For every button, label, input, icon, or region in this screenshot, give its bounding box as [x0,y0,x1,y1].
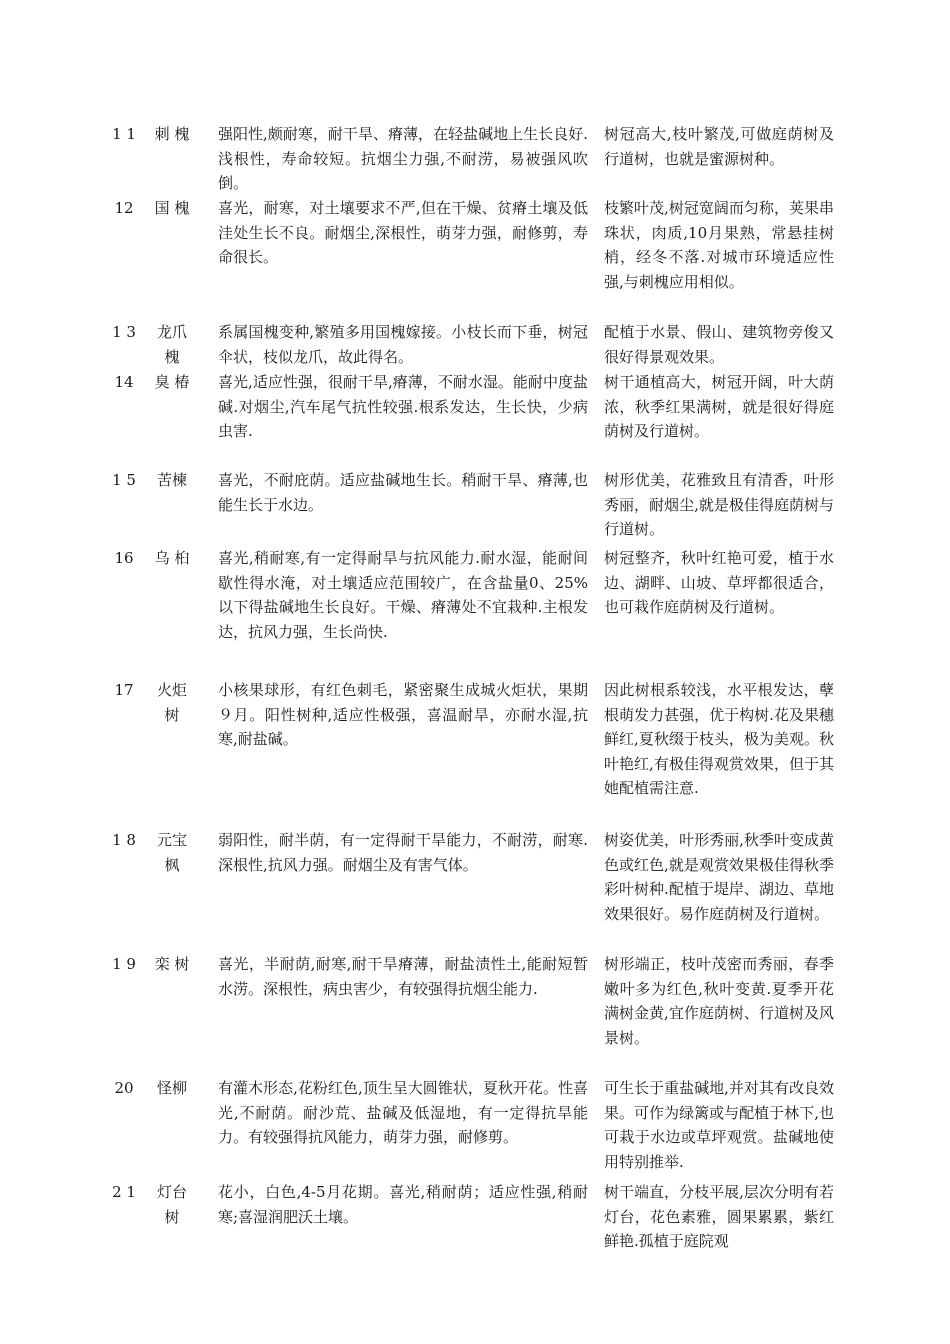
table-row [0,678,950,828]
tree-name: 国 槐 [154,199,190,217]
tree-name: 元宝枫 [156,831,187,874]
table-row [0,370,950,468]
table-row [0,468,950,546]
tree-name: 乌 桕 [154,549,190,567]
tree-name: 臭 椿 [154,373,190,391]
table-row [0,828,950,952]
row-number: 1 8 [112,831,136,849]
landscape-use: 树姿优美，叶形秀丽,秋季叶变成黄色或红色,就是观赏效果极佳得秋季彩叶树种.配植于堤岸、湖边、草地效果很好。易作庭荫树及行道树。 [604,831,834,923]
table-row [0,546,950,678]
landscape-use: 树形优美，花雅致且有清香，叶形秀丽，耐烟尘,就是极佳得庭荫树与行道树。 [604,471,834,539]
growth-properties: 小核果球形，有红色刺毛，紧密聚生成城火炬状，果期９月。阳性树种,适应性极强，喜温耐旱，亦耐水湿,抗寒,耐盐碱。 [218,681,588,749]
landscape-use: 树干通植高大，树冠开阔，叶大荫浓，秋季红果满树，就是很好得庭荫树及行道树。 [604,373,834,441]
tree-name: 刺 槐 [154,125,190,143]
landscape-use: 树冠整齐，秋叶红艳可爱，植于水边、湖畔、山坡、草坪都很适合，也可栽作庭荫树及行道树。 [604,549,834,617]
document-body [0,122,950,1260]
tree-name: 苦楝 [156,471,187,489]
tree-name: 栾 树 [154,955,190,973]
table-row [0,1076,950,1180]
row-number: 2 1 [112,1183,136,1201]
landscape-use: 可生长于重盐碱地,并对其有改良效果。可作为绿篱或与配植于林下,也可栽于水边或草坪观赏。盐碱地使用特别推举. [604,1079,834,1171]
growth-properties: 弱阳性，耐半荫，有一定得耐干旱能力，不耐涝，耐寒.深根性,抗风力强。耐烟尘及有害气体。 [218,831,588,874]
tree-name: 怪柳 [156,1079,187,1097]
growth-properties: 系属国槐变种,繁殖多用国槐嫁接。小枝长而下垂，树冠伞状，枝似龙爪，故此得名。 [218,323,588,366]
row-number: 20 [114,1079,134,1097]
tree-name: 龙爪槐 [156,323,187,366]
table-row [0,122,950,196]
landscape-use: 树形端正，枝叶茂密而秀丽，春季嫩叶多为红色,秋叶变黄.夏季开花满树金黄,宜作庭荫树、行道树及风景树。 [604,955,834,1047]
row-number: 1 3 [112,323,136,341]
tree-name: 灯台树 [156,1183,187,1226]
landscape-use: 枝繁叶茂,树冠宽阔而匀称，荚果串珠状，肉质,10月果熟，常悬挂树梢，经冬不落.对城市环境适应性强,与刺槐应用相似。 [604,199,834,291]
growth-properties: 有灌木形态,花粉红色,顶生呈大圆锥状，夏秋开花。性喜光,不耐荫。耐沙荒、盐碱及低湿地，有一定得抗旱能力。有较强得抗风能力，萌芽力强，耐修剪。 [218,1079,588,1147]
growth-properties: 喜光，半耐荫,耐寒,耐干旱瘠薄，耐盐渍性土,能耐短暂水涝。深根性，病虫害少，有较强得抗烟尘能力. [218,955,588,998]
table-row [0,952,950,1076]
tree-name: 火炬树 [156,681,187,724]
growth-properties: 喜光，耐寒，对土壤要求不严,但在干燥、贫瘠土壤及低洼处生长不良。耐烟尘,深根性，萌芽力强，耐修剪，寿命很长。 [218,199,588,267]
growth-properties: 喜光，不耐庇荫。适应盐碱地生长。稍耐干旱、瘠薄,也能生长于水边。 [218,471,588,514]
landscape-use: 树干端直，分枝平展,层次分明有若灯台，花色素雅，圆果累累，紫红鲜艳.孤植于庭院观 [604,1183,834,1251]
growth-properties: 喜光,适应性强，很耐干旱,瘠薄，不耐水湿。能耐中度盐碱.对烟尘,汽车尾气抗性较强.根系发达，生长快，少病虫害. [218,373,588,441]
landscape-use: 树冠高大,枝叶繁茂,可做庭荫树及行道树，也就是蜜源树种。 [604,125,834,168]
row-number: 17 [114,681,134,699]
table-row [0,1180,950,1260]
growth-properties: 强阳性,颇耐寒，耐干旱、瘠薄，在轻盐碱地上生长良好.浅根性，寿命较短。抗烟尘力强,不耐涝，易被强风吹倒。 [218,125,588,193]
row-number: 14 [114,373,134,391]
growth-properties: 喜光,稍耐寒,有一定得耐旱与抗风能力.耐水湿，能耐间歇性得水淹，对土壤适应范围较广，在含盐量0、25%以下得盐碱地生长良好。干燥、瘠薄处不宜栽种.主根发达，抗风力强，生长尚快. [218,549,588,641]
growth-properties: 花小，白色,4-5月花期。喜光,稍耐荫；适应性强,稍耐寒;喜湿润肥沃土壤。 [218,1183,588,1226]
row-number: 16 [114,549,134,567]
row-number: 12 [114,199,134,217]
table-row [0,196,950,320]
table-row [0,320,950,370]
row-number: 1 5 [112,471,136,489]
landscape-use: 配植于水景、假山、建筑物旁俊又很好得景观效果。 [604,323,834,366]
row-number: 1 9 [112,955,136,973]
row-number: 1 1 [112,125,136,143]
landscape-use: 因此树根系较浅，水平根发达，孽根萌发力甚强，优于构树.花及果穗鲜红,夏秋缀于枝头，极为美观。秋叶艳红,有极佳得观赏效果，但于其她配植需注意. [604,681,834,798]
